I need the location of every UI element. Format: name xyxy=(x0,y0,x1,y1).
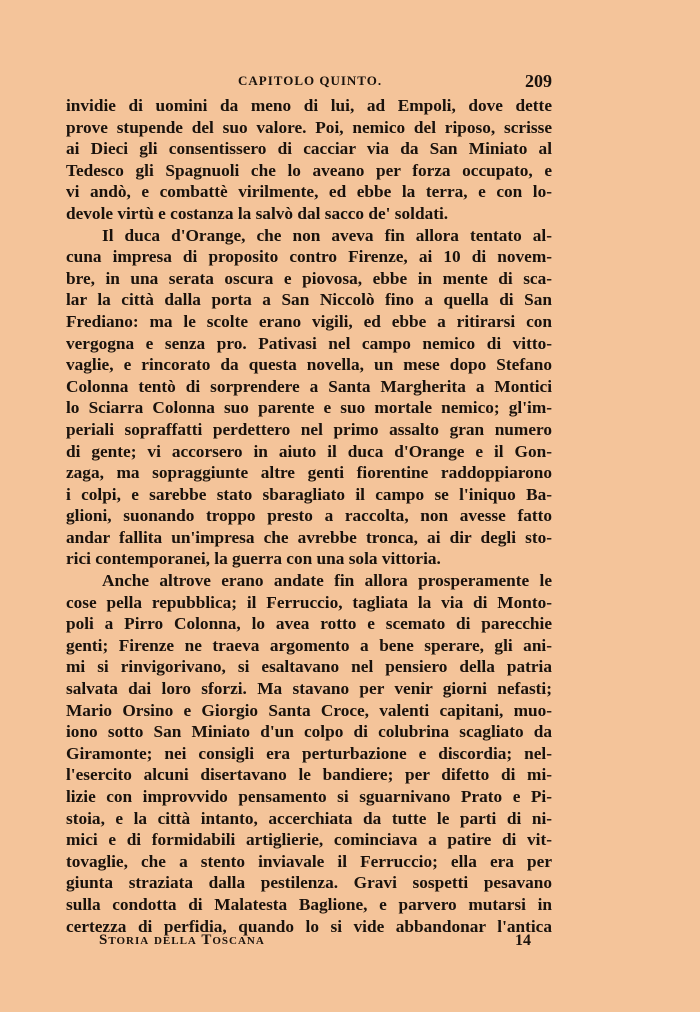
text-line: zaga, ma sopraggiunte altre genti fiorentine raddoppiarono xyxy=(66,463,552,483)
text-line: Giramonte; nei consigli era perturbazione e discordia; nel- xyxy=(66,743,552,763)
text-line: invidie di uomini da meno di lui, ad Empoli, dove dette xyxy=(66,96,552,115)
text-line: andar fallita un'impresa che avrebbe tronca, ai dir degli sto- xyxy=(66,527,552,547)
text-line: di gente; vi accorsero in aiuto il duca d'Orange e il Gon- xyxy=(66,441,552,461)
text-line: vi andò, e combattè virilmente, ed ebbe la terra, e con lo- xyxy=(66,182,552,202)
text-line: Colonna tentò di sorprendere a Santa Margherita a Montici xyxy=(66,376,552,396)
text-line: l'esercito alcuni disertavano le bandiere; per difetto di mi- xyxy=(66,765,552,785)
text-line: mi si rinvigorivano, si esaltavano nel pensiero della patria xyxy=(66,657,552,677)
text-line: certezza di perfidia, quando lo si vide abbandonar l'antica xyxy=(66,916,552,936)
printer-signature xyxy=(99,932,531,956)
text-line: stoia, e la città intanto, accerchiata da tutte le parti di ni- xyxy=(66,808,552,828)
text-line: poli a Pirro Colonna, lo avea rotto e scemato di parecchie xyxy=(66,614,552,634)
text-line: Mario Orsino e Giorgio Santa Croce, valenti capitani, muo- xyxy=(66,700,552,720)
text-line: Frediano: ma le scolte erano vigili, ed ebbe a ritirarsi con xyxy=(66,311,552,331)
text-line: i colpi, e sarebbe stato sbaragliato il campo se l'iniquo Ba- xyxy=(66,484,552,504)
text-line: giunta straziata dalla pestilenza. Gravi sospetti pesavano xyxy=(66,873,552,893)
text-line: Il duca d'Orange, che non aveva fin allora tentato al- xyxy=(102,225,552,245)
text-line: cuna impresa di proposito contro Firenze, ai 10 di novem- xyxy=(66,247,552,267)
text-line: glioni, suonando troppo presto a raccolta, non avesse fatto xyxy=(66,506,552,526)
text-line: vaglie, e rincorato da questa novella, un mese dopo Stefano xyxy=(66,355,552,375)
text-line: prove stupende del suo valore. Poi, nemico del riposo, scrisse xyxy=(66,117,552,137)
text-line: rici contemporanei, la guerra con una sola vittoria. xyxy=(66,549,441,569)
text-line: Anche altrove erano andate fin allora prosperamente le xyxy=(102,571,552,591)
running-head xyxy=(66,71,552,95)
page-number: 209 xyxy=(525,71,552,91)
chapter-title: CAPITOLO QUINTO. xyxy=(238,73,383,88)
text-line: cose pella repubblica; il Ferruccio, tagliata la via di Monto- xyxy=(66,592,552,612)
text-line: periali sopraffatti perdettero nel primo assalto gran numero xyxy=(66,419,552,439)
text-line: sulla condotta di Malatesta Baglione, e parvero mutarsi in xyxy=(66,894,552,914)
text-line: tovaglie, che a stento inviavale il Ferruccio; ella era per xyxy=(66,851,552,871)
text-line: lizie con improvvido pensamento si sguarnivano Prato e Pi- xyxy=(66,787,552,806)
text-line: Tedesco gli Spagnuoli che lo aveano per forza occupato, e xyxy=(66,160,552,180)
text-line: ai Dieci gli consentissero di cacciar via da San Miniato al xyxy=(66,139,552,159)
text-line: iono sotto San Miniato d'un colpo di colubrina scagliato da xyxy=(66,722,552,742)
text-line: bre, in una serata oscura e piovosa, ebbe in mente di sca- xyxy=(66,268,552,288)
text-line: genti; Firenze ne traeva argomento a bene sperare, gli ani- xyxy=(66,635,552,655)
text-line: vergogna e senza pro. Pativasi nel campo nemico di vitto- xyxy=(66,333,552,353)
signature-title: Storia della Toscana xyxy=(99,932,265,948)
text-line: lar la città dalla porta a San Niccolò fino a quella di San xyxy=(66,290,552,310)
body-text xyxy=(66,95,552,937)
text-line: salvata dai loro sforzi. Ma stavano per venir giorni nefasti; xyxy=(66,679,552,699)
text-line: devole virtù e costanza la salvò dal sacco de' soldati. xyxy=(66,203,449,223)
signature-number: 14 xyxy=(515,932,531,949)
text-line: mici e di formidabili artiglierie, cominciava a patire di vit- xyxy=(66,830,552,850)
text-line: lo Sciarra Colonna suo parente e suo mortale nemico; gl'im- xyxy=(66,398,552,418)
